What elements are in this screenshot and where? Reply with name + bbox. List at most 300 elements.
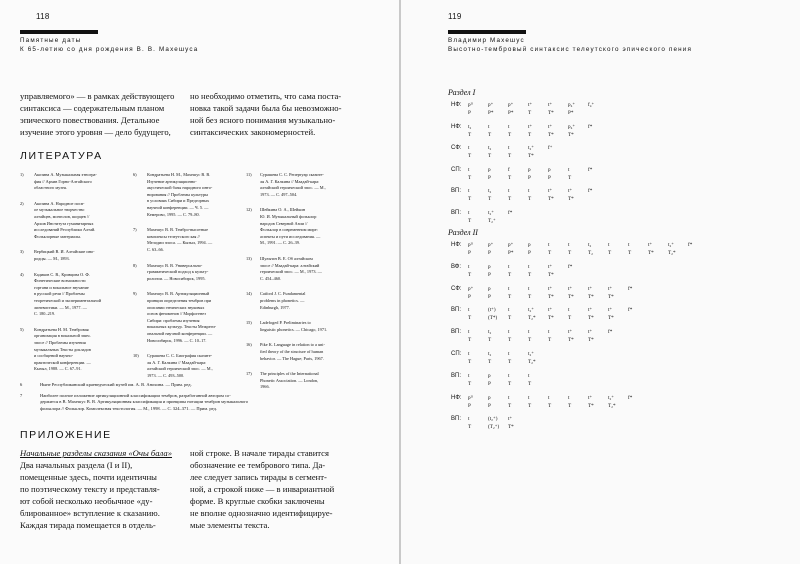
reference-line: героический эпос. — М., 1973. — [260,269,322,275]
reference-line: теоретической и экспериментальной [34,297,102,303]
text-line: синтаксических закономерностей. [190,127,316,137]
reference-line: С. 180–219. [34,311,56,317]
reference-number: 6) [133,172,137,177]
invariant-symbol: P [468,402,471,409]
reference-number: 4) [20,271,24,277]
invariant-symbol: T [528,196,532,202]
reference-line: С. 454–460. [260,275,282,281]
text-line: ной, а строкой ниже — в инвариантной [190,484,335,494]
invariant-symbol: T [528,271,532,278]
segment-symbol: t⁺ [548,285,553,292]
reference-line: Фонетические возможности [34,278,86,284]
segment-symbol: t [508,372,510,379]
reference-line: родцы. — М., 1893. [34,255,70,261]
segment-symbol: p [488,263,491,270]
segment-symbol: t₂⁺ [528,145,534,151]
invariant-symbol: T* [548,271,554,278]
notation-row [451,416,781,432]
notation-row [451,188,781,204]
invariant-symbol: T [468,359,472,365]
footnote-line: фольклора // Фольклор. Комплексная текстология. — М., 1998. — С. 324–371. — Прим. ред. [40,405,217,411]
invariant-symbol: T [508,174,512,181]
invariant-symbol: T [468,153,472,159]
segment-symbol: p⁺ [468,285,474,292]
invariant-symbol: T [468,424,472,431]
segment-symbol: p⁺ [488,102,494,108]
segment-symbol: t₂ [488,351,492,357]
reference-line: народов Северной Азии // [260,220,308,226]
segment-symbol: t [508,123,510,130]
row-label: НФ: [451,102,462,108]
reference-number: 5) [20,326,24,332]
reference-line: Сибири: проблемы изучения [147,317,200,323]
segment-symbol: p⁺ [488,242,494,248]
invariant-symbol: T [508,131,512,138]
segment-symbol: t [508,285,510,292]
segment-symbol: t [548,394,550,401]
invariant-symbol: P [548,174,551,181]
invariant-symbol: T [508,293,512,300]
reference-line: problems in phonetics. — [260,297,305,303]
segment-symbol: p [488,166,491,173]
segment-symbol: t [568,394,570,401]
invariant-symbol: T₂* [528,315,536,322]
invariant-symbol: T [508,359,512,365]
segment-symbol: t⁺ [548,307,553,314]
row-label: НФ: [451,242,462,248]
page-number-right: 119 [448,12,462,21]
reference-line: рологии. — Новосибирск, 1995. [147,275,206,281]
invariant-symbol: T [528,337,532,344]
section-title: Раздел I [448,88,476,97]
segment-symbol: t⁺ [568,329,573,336]
invariant-symbol: T [528,293,532,300]
notation-row [451,329,781,345]
notation-row [451,124,781,140]
text-line: лее следует запись тирады в сегмент- [190,472,327,482]
reference-text [147,291,216,344]
running-header-left [20,36,198,54]
invariant-symbol: T [468,196,472,202]
invariant-symbol: T* [588,402,594,409]
reference-line: Махешус В. В. Универсально- [147,262,203,268]
segment-symbol: t [468,188,470,194]
reference-line: Кемерово, 1995. — С. 79–80. [147,211,200,217]
segment-symbol: t [528,285,530,292]
reference-number: 12) [246,207,252,213]
text-line: ной без ясного понимания музыкально- [190,115,336,125]
segment-symbol: t⁺ [508,416,513,423]
reference-line: Махешус В. В. Тембро-высотные [147,227,209,233]
invariant-symbol: T* [588,337,594,344]
reference-text [147,227,212,253]
segment-symbol: p⁺ [508,242,514,248]
segment-symbol: f* [508,209,513,216]
reference-line: 1973. — С. 493–500. [147,372,185,378]
segment-symbol: t [468,372,470,379]
row-label: СП: [451,351,462,357]
reference-line: Акозина А. Народное посв- [34,200,85,206]
reference-line: 1973. — С. 497–504. [260,191,298,197]
intro-column-1 [20,90,174,138]
reference-text [260,320,327,333]
segment-symbol: t⁺ [548,263,553,270]
reference-number: 17) [246,371,252,377]
reference-text [34,172,97,192]
text-line: не вполне однозначно идентифицируе- [190,508,333,518]
reference-number: 11) [246,172,252,177]
segment-symbol: t [548,242,550,248]
invariant-symbol: T [508,380,512,387]
invariant-symbol: P [468,110,471,116]
reference-line: М., 1991. — С. 26–39. [260,240,300,246]
invariant-symbol: T* [648,250,654,256]
invariant-symbol: T [508,402,512,409]
segment-symbol: p [488,394,491,401]
reference-line: исследований Республики Алтай. [34,227,96,233]
segment-symbol: f* [568,263,573,270]
segment-symbol: t [548,329,550,336]
row-label: ВП: [451,209,461,216]
segment-symbol: p [548,166,551,173]
notation-row [451,264,781,280]
invariant-symbol: T [568,315,572,322]
text-line: изучение этого уровня — дело будущего, [20,127,171,137]
segment-symbol: p₄⁺ [568,123,576,130]
invariant-symbol: T [528,402,532,409]
invariant-symbol: T₂* [528,359,536,365]
invariant-symbol: T* [568,131,574,138]
header-line: Памятные даты [20,37,82,44]
reference-line: Архив Института гуманитарных [34,220,94,226]
invariant-symbol: P [488,174,491,181]
segment-symbol: p₄⁺ [568,102,576,108]
segment-symbol: t⁺ [648,242,653,248]
invariant-symbol: T [488,337,492,344]
segment-symbol: t⁺ [548,102,553,108]
text-line: форме. В круглые скобки заключены [190,496,325,506]
segment-symbol: t₂ [488,145,492,151]
reference-line: Махешус В. В. Артикуляционный [147,291,210,297]
invariant-symbol: T [528,380,532,387]
segment-symbol: t₂ [588,242,592,248]
segment-symbol: t [468,307,470,314]
reference-line: Pike K. Language in relation to a uni- [260,342,325,348]
invariant-symbol: T₂* [668,250,676,256]
invariant-symbol: P [488,402,491,409]
reference-number: 9) [133,291,137,297]
segment-symbol: t [528,372,530,379]
footnote-line: Наиболее полное изложение артикуляционной классификации тембров, разработанной автором со- [40,392,231,398]
invariant-symbol: T [508,315,512,322]
text-line: Начальные разделы сказания «Очы бала» [20,448,172,458]
segment-symbol: t [508,394,510,401]
reference-line: The principles of the International [260,371,319,377]
reference-line: описании этнических звуковых [147,304,205,310]
section-title: Раздел II [448,228,478,237]
invariant-symbol: T [528,131,532,138]
notation-row [451,167,781,183]
reference-text [34,201,95,241]
segment-symbol: t [508,145,510,151]
left-page [0,0,399,564]
notation-row [451,351,781,367]
reference-line: грамматический подход к культу- [147,269,209,275]
invariant-symbol: T [468,217,472,224]
reference-line: Сурашева С. С. Репертуар сказите- [260,172,324,177]
invariant-symbol: T* [568,293,574,300]
reference-line: областного музея. [34,185,67,191]
reference-line: алтайский героический эпос. — М., [260,185,326,191]
invariant-symbol: T [528,110,532,116]
text-line: управляемого» — в рамках действующего [20,91,175,101]
invariant-symbol: T [468,380,472,387]
invariant-symbol: P [468,293,471,300]
invariant-symbol: T* [508,424,514,431]
reference-line: вокальных культур. Тексты Межреги- [147,324,217,330]
segment-symbol: t [468,351,470,357]
reference-line: аспекты и пути исследования. — [260,233,321,239]
reference-line: Кондратьева Н. М., Махешус В. В. [147,172,211,177]
row-label: СФ: [451,285,462,292]
appendix-heading: ПРИЛОЖЕНИЕ [20,429,112,441]
text-line: Каждая тирада помещается в отдель- [20,520,156,530]
reference-line: 1966. [260,384,270,390]
invariant-symbol: T* [608,293,614,300]
invariant-symbol: T* [588,293,594,300]
segment-symbol: t [568,307,570,314]
reference-number: 10) [133,353,139,359]
segment-symbol: t₂⁺ [608,394,614,401]
header-rule [20,30,98,34]
segment-symbol: f* [588,166,593,173]
segment-symbol: p [488,372,491,379]
invariant-symbol: P [488,293,491,300]
invariant-symbol: T [508,153,512,159]
invariant-symbol: P [488,380,491,387]
notation-row [451,145,781,161]
segment-symbol: t⁺ [568,188,573,194]
reference-line: основ феноменов // Морфогенез [147,311,206,317]
reference-line: Ladefoged P. Preliminaries to [260,320,311,326]
reference-text [147,263,208,283]
notation-row [451,242,781,258]
invariant-symbol: T [628,250,632,256]
segment-symbol: t⁺ [608,307,613,314]
invariant-symbol: P* [508,110,514,116]
text-line: Два начальных раздела (I и II), [20,460,133,470]
segment-symbol: t [568,166,570,173]
invariant-symbol: T* [548,110,554,116]
segment-symbol: t⁺ [528,102,533,108]
reference-line: Фольклор в современном мире: [260,227,318,233]
reference-line: Шейкина О. А., Шейкин [260,207,306,213]
segment-symbol: t [528,394,530,401]
text-line: но необходимо отметить, что сама поста- [190,91,342,101]
reference-number: 14) [246,291,252,297]
reference-line: акустической базы народного инто- [147,185,213,191]
segment-symbol: f* [628,285,633,292]
header-rule [448,30,526,34]
intro-column-2 [190,90,341,138]
appendix-column-1 [20,447,172,531]
row-label: ВП: [451,329,461,336]
reference-line: Кадиков С. В., Кривцова О. Ф. [34,271,90,277]
reference-number: 16) [246,342,252,348]
segment-symbol: f* [608,329,613,336]
reference-line: Кызыл, 1988. — С. 67–91. [34,366,82,372]
invariant-symbol: T [488,359,492,365]
segment-symbol: (t⁺) [488,307,496,314]
invariant-symbol: T [468,337,472,344]
segment-symbol: t⁺ [548,123,553,130]
segment-symbol: t₂⁺ [668,242,674,248]
invariant-symbol: P [488,250,491,256]
invariant-symbol: T [508,196,512,202]
invariant-symbol: T [548,250,552,256]
reference-number: 2) [20,200,24,206]
page-number-left: 118 [36,12,50,21]
segment-symbol: t₂ [468,123,472,130]
segment-symbol: (t₂⁺) [488,416,498,423]
invariant-symbol: T [608,250,612,256]
text-line: мые элементы текста. [190,520,270,530]
reference-text [260,256,322,282]
reference-number: 1) [20,172,24,177]
notation-row [451,102,781,118]
reference-line: ля А. Г. Калкина // Маадай-кара: [260,178,320,184]
invariant-symbol: T [488,153,492,159]
reference-line: Сурашева С. С. Биография сказите- [147,353,213,359]
reference-line: Изучение артикуляционно- [147,178,197,184]
invariant-symbol: T* [588,315,594,322]
invariant-symbol: T* [568,337,574,344]
segment-symbol: t [468,329,470,336]
reference-line: эпосе // Маадай-кара: алтайский [260,262,320,268]
invariant-symbol: T [508,337,512,344]
row-label: ВФ: [451,263,462,270]
segment-symbol: p [528,166,531,173]
invariant-symbol: (T₂⁺) [488,424,500,431]
segment-symbol: f* [628,394,633,401]
text-line: помещенные здесь, почти идентичны [20,472,157,482]
reference-line: принцип определения тембров при [147,297,212,303]
reference-line: практической конференции. — [34,359,91,365]
right-page [401,0,800,564]
segment-symbol: t⁺ [528,123,533,130]
reference-line: лингвистики. — М., 1977. — [34,304,87,310]
segment-symbol: pᴵᴵ [468,394,473,401]
row-label: НФ: [451,394,462,401]
reference-text [260,342,325,362]
invariant-symbol: T* [608,315,614,322]
row-label: СП: [451,166,462,173]
invariant-symbol: P* [508,250,514,256]
segment-symbol: t [568,242,570,248]
segment-symbol: t [468,416,470,423]
invariant-symbol: T* [568,196,574,202]
invariant-symbol: T [468,271,472,278]
invariant-symbol: P* [568,110,574,116]
segment-symbol: pᴵᴵ [468,102,473,108]
segment-symbol: t [528,263,530,270]
segment-symbol: t [508,351,510,357]
segment-symbol: t [528,329,530,336]
reference-line: Новосибирск, 1996. — С. 10–17. [147,337,207,343]
reference-line: Шульгин В. Е. Об алтайском [260,256,313,261]
segment-symbol: t [468,145,470,151]
reference-line: Вербицкий В. И. Алтайские ино- [34,249,95,255]
segment-symbol: t₂⁺ [528,351,534,357]
reference-number: 15) [246,320,252,326]
invariant-symbol: P [488,271,491,278]
segment-symbol: t₂⁺ [488,209,494,216]
row-label: ВП: [451,372,461,379]
segment-symbol: f* [628,307,633,314]
invariant-symbol: T₂ [588,250,593,256]
invariant-symbol: T [488,196,492,202]
reference-text [260,207,320,247]
reference-line: и сообщений научно- [34,353,74,359]
segment-symbol: f [508,166,510,173]
reference-line: научной конференции. — Ч. 5. — [147,204,209,210]
segment-symbol: f* [588,188,593,194]
invariant-symbol: T* [548,196,554,202]
notation-row [451,286,781,302]
segment-symbol: t⁺ [568,285,573,292]
segment-symbol: t [528,188,530,194]
invariant-symbol: T [568,250,572,256]
segment-symbol: f* [588,123,593,130]
row-label: СФ: [451,145,462,151]
reference-line: комплексы телеутского кая // [147,233,200,239]
row-label: ВП: [451,416,461,423]
reference-line: алтайский героический эпос. — М., [147,366,213,372]
segment-symbol: t⁺ [548,188,553,194]
invariant-symbol: T [468,131,472,138]
segment-symbol: t⁺ [588,329,593,336]
reference-line: Фольклорные материалы. [34,233,82,239]
segment-symbol: t [468,209,470,216]
reference-line: ональной научной конференции. — [147,330,213,336]
segment-symbol: t₂ [488,188,492,194]
invariant-symbol: P [468,250,471,256]
notation-row [451,395,781,411]
reference-line: linguistic phonetics. — Chicago, 1971. [260,326,328,332]
text-line: обозначение ее тембрового типа. Да- [190,460,326,470]
segment-symbol: p⁺ [508,102,514,108]
text-line: ной строке. В начале тирады ставится [190,448,329,458]
text-line: новка такой задачи была бы невозможно- [190,103,342,113]
notation-row [451,210,781,226]
reference-line: нирования // Проблемы культуры [147,191,209,197]
footnote-number: 7 [20,392,23,398]
invariant-symbol: T [508,271,512,278]
segment-symbol: p [528,242,531,248]
reference-line: в русской речи // Проблемы [34,291,85,297]
segment-symbol: f* [688,242,693,248]
segment-symbol: p [488,285,491,292]
footnote-text [40,382,192,389]
reference-number: 3) [20,249,24,255]
segment-symbol: f₄⁺ [588,102,595,108]
reference-line: алтайцев, монголов, шорцев // [34,213,90,219]
invariant-symbol: T [568,402,572,409]
literature-heading: ЛИТЕРАТУРА [20,150,103,162]
reference-number: 13) [246,256,252,261]
invariant-symbol: T [548,402,552,409]
invariant-symbol: (T*) [488,315,498,322]
